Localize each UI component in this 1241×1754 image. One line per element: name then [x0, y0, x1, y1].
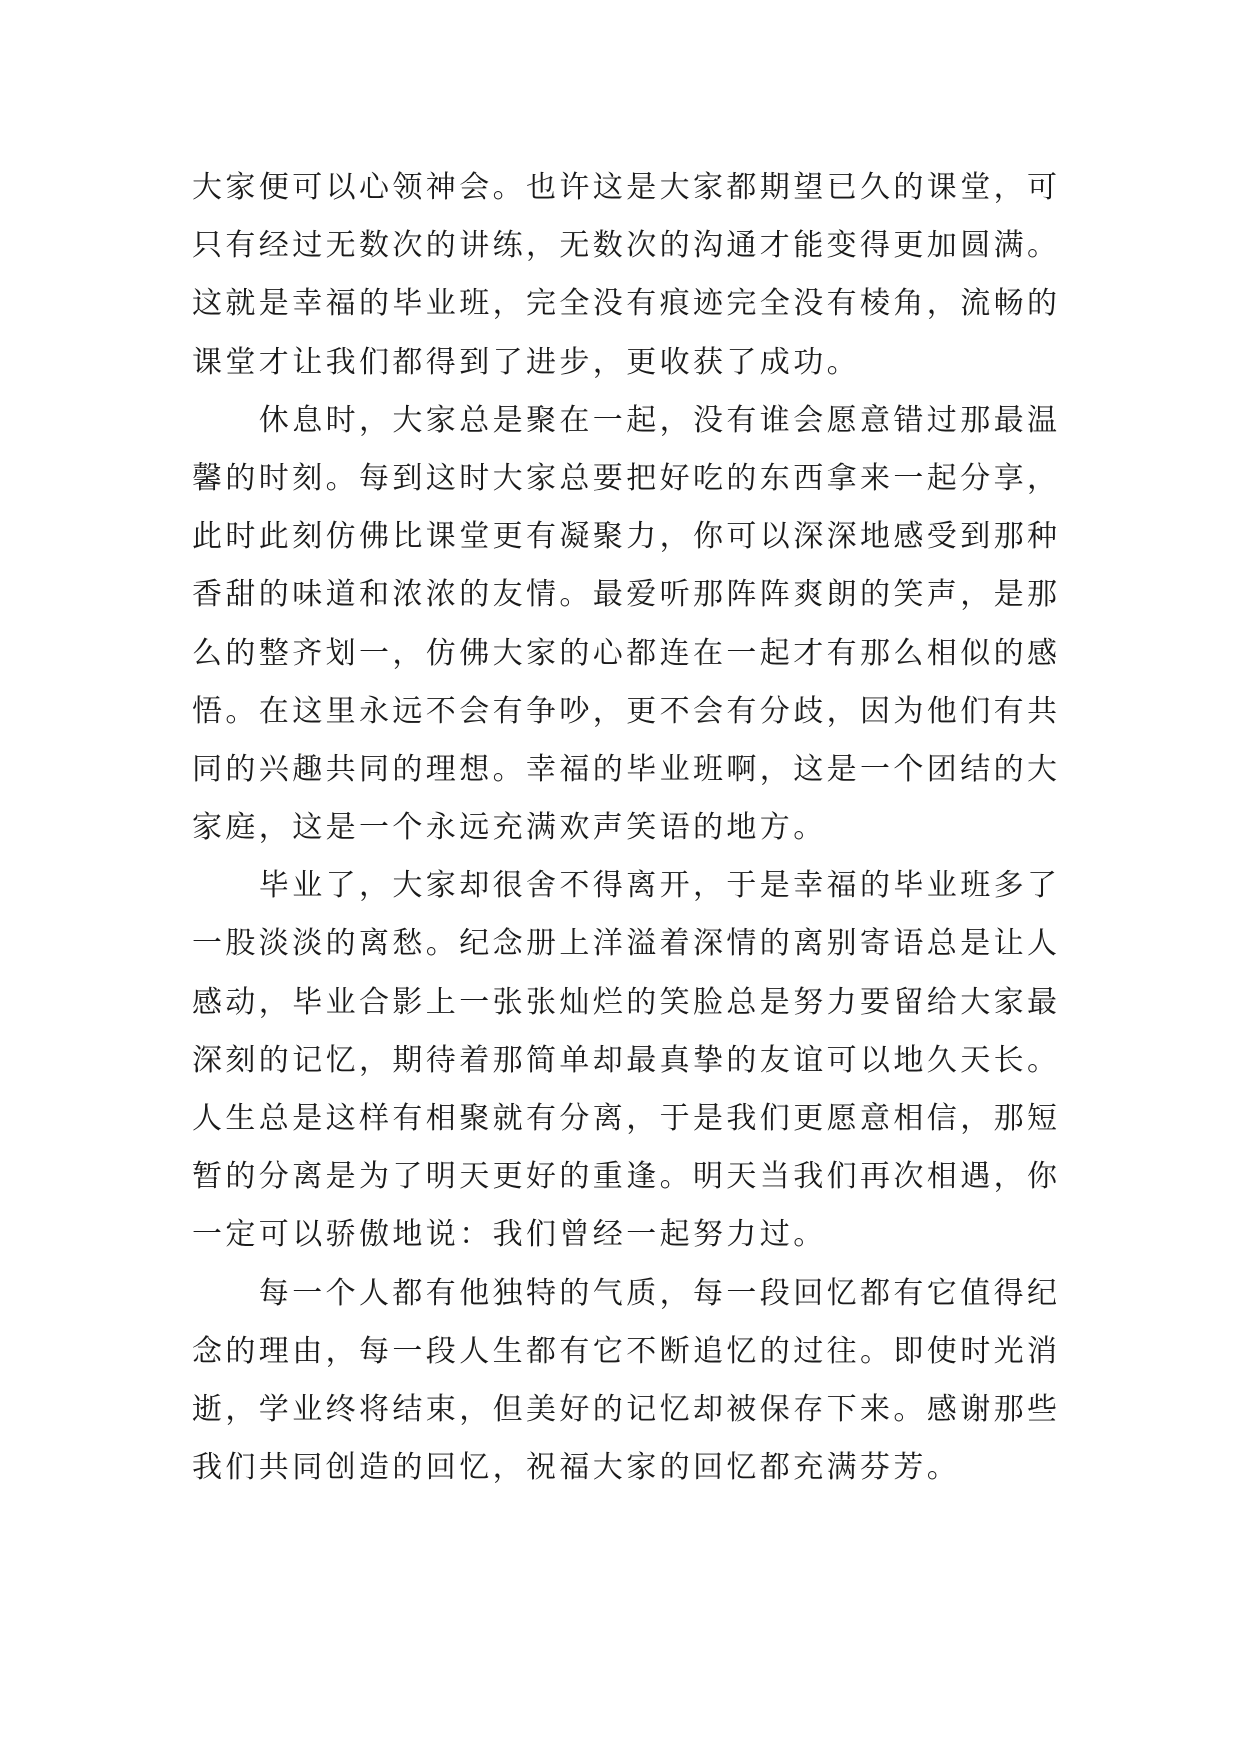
text-line: 一定可以骄傲地说：我们曾经一起努力过。 — [192, 1217, 827, 1253]
text-line: 大家便可以心领神会。也许这是大家都期望已久的课堂，可 — [192, 170, 1061, 205]
text-line: 家庭，这是一个永远充满欢声笑语的地方。 — [192, 810, 827, 846]
text-line: 我们共同创造的回忆，祝福大家的回忆都充满芬芳。 — [192, 1450, 961, 1486]
text-line: 暂的分离是为了明天更好的重逢。明天当我们再次相遇，你 — [192, 1159, 1061, 1195]
text-line: 课堂才让我们都得到了进步，更收获了成功。 — [192, 344, 860, 380]
text-line: 香甜的味道和浓浓的友情。最爱听那阵阵爽朗的笑声，是那 — [192, 577, 1061, 613]
text-line: 只有经过无数次的讲练，无数次的沟通才能变得更加圆满。 — [192, 228, 1061, 264]
text-line: 人生总是这样有相聚就有分离，于是我们更愿意相信，那短 — [192, 1101, 1061, 1136]
text-line: 馨的时刻。每到这时大家总要把好吃的东西拿来一起分享， — [192, 460, 1061, 496]
text-line: 这就是幸福的毕业班，完全没有痕迹完全没有棱角，流畅的 — [192, 286, 1061, 322]
body-text — [192, 159, 1092, 1497]
text-line: 深刻的记忆，期待着那简单却最真挚的友谊可以地久天长。 — [192, 1042, 1061, 1078]
text-line: 感动，毕业合影上一张张灿烂的笑脸总是努力要留给大家最 — [192, 984, 1061, 1020]
text-line: 休息时，大家总是聚在一起，没有谁会愿意错过那最温 — [192, 402, 1061, 438]
text-line: 此时此刻仿佛比课堂更有凝聚力，你可以深深地感受到那种 — [192, 519, 1061, 555]
text-line: 毕业了，大家却很舍不得离开，于是幸福的毕业班多了 — [192, 868, 1061, 904]
text-line: 悟。在这里永远不会有争吵，更不会有分歧，因为他们有共 — [192, 693, 1061, 729]
text-line: 念的理由，每一段人生都有它不断追忆的过往。即使时光消 — [192, 1333, 1061, 1369]
text-line: 么的整齐划一，仿佛大家的心都连在一起才有那么相似的感 — [192, 635, 1061, 671]
text-line: 逝，学业终将结束，但美好的记忆却被保存下来。感谢那些 — [192, 1391, 1061, 1427]
text-line: 每一个人都有他独特的气质，每一段回忆都有它值得纪 — [192, 1275, 1061, 1311]
text-line: 同的兴趣共同的理想。幸福的毕业班啊，这是一个团结的大 — [192, 751, 1061, 787]
text-line: 一股淡淡的离愁。纪念册上洋溢着深情的离别寄语总是让人 — [192, 926, 1061, 962]
